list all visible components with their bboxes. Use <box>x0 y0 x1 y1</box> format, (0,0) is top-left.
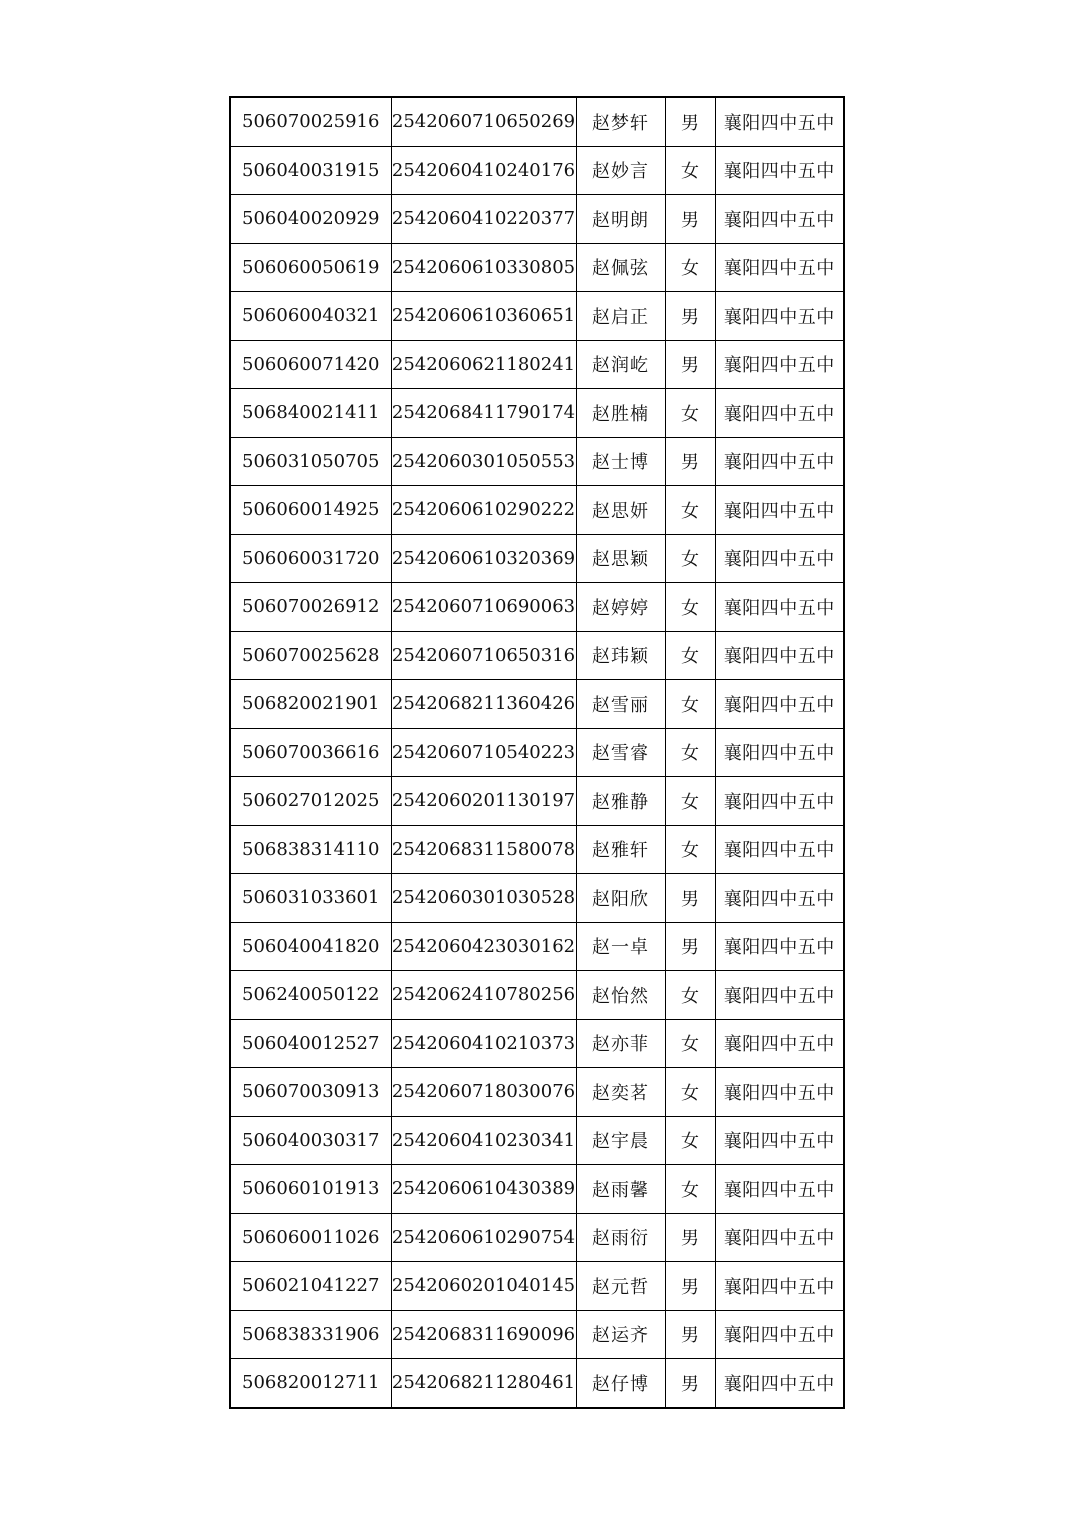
school-cell: 襄阳四中五中 <box>715 971 844 1020</box>
table-row <box>230 1165 844 1214</box>
exam-number-cell: 506027012025 <box>230 777 391 826</box>
student-name-cell: 赵雅静 <box>576 777 665 826</box>
table-row <box>230 874 844 923</box>
gender-cell: 女 <box>665 389 715 438</box>
student-name-cell: 赵雅轩 <box>576 825 665 874</box>
school-cell: 襄阳四中五中 <box>715 243 844 292</box>
gender-cell: 女 <box>665 825 715 874</box>
exam-number-cell: 506031050705 <box>230 437 391 486</box>
school-cell: 襄阳四中五中 <box>715 825 844 874</box>
registration-number-cell: 2542060201040145 <box>391 1262 576 1311</box>
table-row <box>230 486 844 535</box>
table-row <box>230 340 844 389</box>
table-row <box>230 825 844 874</box>
student-name-cell: 赵元哲 <box>576 1262 665 1311</box>
gender-cell: 女 <box>665 777 715 826</box>
exam-number-cell: 506060050619 <box>230 243 391 292</box>
school-cell: 襄阳四中五中 <box>715 874 844 923</box>
student-roster-table <box>229 96 845 1409</box>
gender-cell: 女 <box>665 1019 715 1068</box>
table-row <box>230 777 844 826</box>
table-row <box>230 389 844 438</box>
student-name-cell: 赵亦菲 <box>576 1019 665 1068</box>
table-row <box>230 971 844 1020</box>
gender-cell: 女 <box>665 534 715 583</box>
school-cell: 襄阳四中五中 <box>715 340 844 389</box>
student-name-cell: 赵思妍 <box>576 486 665 535</box>
table-row <box>230 1116 844 1165</box>
exam-number-cell: 506820012711 <box>230 1359 391 1408</box>
registration-number-cell: 2542060610290754 <box>391 1213 576 1262</box>
registration-number-cell: 2542060301050553 <box>391 437 576 486</box>
table-row <box>230 1213 844 1262</box>
school-cell: 襄阳四中五中 <box>715 1310 844 1359</box>
exam-number-cell: 506040030317 <box>230 1116 391 1165</box>
table-row <box>230 97 844 146</box>
school-cell: 襄阳四中五中 <box>715 777 844 826</box>
student-name-cell: 赵明朗 <box>576 195 665 244</box>
exam-number-cell: 506060011026 <box>230 1213 391 1262</box>
gender-cell: 男 <box>665 1262 715 1311</box>
registration-number-cell: 2542060621180241 <box>391 340 576 389</box>
school-cell: 襄阳四中五中 <box>715 1359 844 1408</box>
student-name-cell: 赵阳欣 <box>576 874 665 923</box>
student-name-cell: 赵仔博 <box>576 1359 665 1408</box>
student-name-cell: 赵士博 <box>576 437 665 486</box>
exam-number-cell: 506040020929 <box>230 195 391 244</box>
registration-number-cell: 2542060710650316 <box>391 631 576 680</box>
registration-number-cell: 2542060410210373 <box>391 1019 576 1068</box>
student-name-cell: 赵宇晨 <box>576 1116 665 1165</box>
school-cell: 襄阳四中五中 <box>715 1165 844 1214</box>
exam-number-cell: 506838314110 <box>230 825 391 874</box>
student-name-cell: 赵一卓 <box>576 922 665 971</box>
table-row <box>230 583 844 632</box>
student-name-cell: 赵玮颖 <box>576 631 665 680</box>
exam-number-cell: 506040031915 <box>230 146 391 195</box>
table-row <box>230 1262 844 1311</box>
registration-number-cell: 2542060410230341 <box>391 1116 576 1165</box>
table-row <box>230 243 844 292</box>
school-cell: 襄阳四中五中 <box>715 728 844 777</box>
school-cell: 襄阳四中五中 <box>715 1262 844 1311</box>
gender-cell: 男 <box>665 97 715 146</box>
gender-cell: 女 <box>665 1068 715 1117</box>
registration-number-cell: 2542060610330805 <box>391 243 576 292</box>
table-row <box>230 631 844 680</box>
gender-cell: 男 <box>665 340 715 389</box>
exam-number-cell: 506070030913 <box>230 1068 391 1117</box>
exam-number-cell: 506060031720 <box>230 534 391 583</box>
table-row <box>230 1359 844 1408</box>
exam-number-cell: 506820021901 <box>230 680 391 729</box>
student-name-cell: 赵启正 <box>576 292 665 341</box>
exam-number-cell: 506060071420 <box>230 340 391 389</box>
school-cell: 襄阳四中五中 <box>715 146 844 195</box>
school-cell: 襄阳四中五中 <box>715 1116 844 1165</box>
exam-number-cell: 506060101913 <box>230 1165 391 1214</box>
exam-number-cell: 506060014925 <box>230 486 391 535</box>
table-row <box>230 1068 844 1117</box>
school-cell: 襄阳四中五中 <box>715 534 844 583</box>
registration-number-cell: 2542068211280461 <box>391 1359 576 1408</box>
school-cell: 襄阳四中五中 <box>715 922 844 971</box>
registration-number-cell: 2542060201130197 <box>391 777 576 826</box>
gender-cell: 女 <box>665 583 715 632</box>
table-row <box>230 195 844 244</box>
exam-number-cell: 506021041227 <box>230 1262 391 1311</box>
registration-number-cell: 2542068311580078 <box>391 825 576 874</box>
exam-number-cell: 506070025916 <box>230 97 391 146</box>
exam-number-cell: 506840021411 <box>230 389 391 438</box>
school-cell: 襄阳四中五中 <box>715 1213 844 1262</box>
gender-cell: 男 <box>665 874 715 923</box>
exam-number-cell: 506070036616 <box>230 728 391 777</box>
exam-number-cell: 506060040321 <box>230 292 391 341</box>
student-name-cell: 赵怡然 <box>576 971 665 1020</box>
school-cell: 襄阳四中五中 <box>715 389 844 438</box>
gender-cell: 男 <box>665 1310 715 1359</box>
table-row <box>230 146 844 195</box>
table-row <box>230 292 844 341</box>
student-name-cell: 赵雨衍 <box>576 1213 665 1262</box>
gender-cell: 女 <box>665 971 715 1020</box>
table-row <box>230 534 844 583</box>
registration-number-cell: 2542060423030162 <box>391 922 576 971</box>
exam-number-cell: 506070026912 <box>230 583 391 632</box>
table-row <box>230 728 844 777</box>
student-name-cell: 赵妙言 <box>576 146 665 195</box>
registration-number-cell: 2542060410240176 <box>391 146 576 195</box>
student-name-cell: 赵运齐 <box>576 1310 665 1359</box>
table-row <box>230 922 844 971</box>
table-row <box>230 680 844 729</box>
registration-number-cell: 2542060610290222 <box>391 486 576 535</box>
gender-cell: 男 <box>665 437 715 486</box>
registration-number-cell: 2542062410780256 <box>391 971 576 1020</box>
exam-number-cell: 506838331906 <box>230 1310 391 1359</box>
school-cell: 襄阳四中五中 <box>715 680 844 729</box>
gender-cell: 女 <box>665 1165 715 1214</box>
registration-number-cell: 2542068311690096 <box>391 1310 576 1359</box>
school-cell: 襄阳四中五中 <box>715 486 844 535</box>
gender-cell: 女 <box>665 1116 715 1165</box>
registration-number-cell: 2542060410220377 <box>391 195 576 244</box>
school-cell: 襄阳四中五中 <box>715 631 844 680</box>
exam-number-cell: 506031033601 <box>230 874 391 923</box>
student-name-cell: 赵奕茗 <box>576 1068 665 1117</box>
registration-number-cell: 2542068211360426 <box>391 680 576 729</box>
exam-number-cell: 506040041820 <box>230 922 391 971</box>
gender-cell: 男 <box>665 1359 715 1408</box>
school-cell: 襄阳四中五中 <box>715 437 844 486</box>
gender-cell: 女 <box>665 631 715 680</box>
exam-number-cell: 506040012527 <box>230 1019 391 1068</box>
gender-cell: 女 <box>665 486 715 535</box>
student-name-cell: 赵润屹 <box>576 340 665 389</box>
registration-number-cell: 2542068411790174 <box>391 389 576 438</box>
school-cell: 襄阳四中五中 <box>715 1019 844 1068</box>
student-name-cell: 赵梦轩 <box>576 97 665 146</box>
gender-cell: 男 <box>665 195 715 244</box>
gender-cell: 男 <box>665 292 715 341</box>
registration-number-cell: 2542060710650269 <box>391 97 576 146</box>
student-name-cell: 赵雪睿 <box>576 728 665 777</box>
gender-cell: 女 <box>665 728 715 777</box>
school-cell: 襄阳四中五中 <box>715 195 844 244</box>
table-row <box>230 437 844 486</box>
registration-number-cell: 2542060718030076 <box>391 1068 576 1117</box>
gender-cell: 女 <box>665 146 715 195</box>
registration-number-cell: 2542060610320369 <box>391 534 576 583</box>
student-name-cell: 赵雪丽 <box>576 680 665 729</box>
student-name-cell: 赵佩弦 <box>576 243 665 292</box>
table-row <box>230 1310 844 1359</box>
gender-cell: 女 <box>665 680 715 729</box>
registration-number-cell: 2542060610360651 <box>391 292 576 341</box>
roster-table-body <box>230 97 844 1408</box>
school-cell: 襄阳四中五中 <box>715 97 844 146</box>
registration-number-cell: 2542060610430389 <box>391 1165 576 1214</box>
school-cell: 襄阳四中五中 <box>715 583 844 632</box>
exam-number-cell: 506070025628 <box>230 631 391 680</box>
school-cell: 襄阳四中五中 <box>715 292 844 341</box>
school-cell: 襄阳四中五中 <box>715 1068 844 1117</box>
gender-cell: 女 <box>665 243 715 292</box>
gender-cell: 男 <box>665 1213 715 1262</box>
student-name-cell: 赵雨馨 <box>576 1165 665 1214</box>
student-name-cell: 赵胜楠 <box>576 389 665 438</box>
registration-number-cell: 2542060710690063 <box>391 583 576 632</box>
exam-number-cell: 506240050122 <box>230 971 391 1020</box>
registration-number-cell: 2542060710540223 <box>391 728 576 777</box>
student-name-cell: 赵思颖 <box>576 534 665 583</box>
gender-cell: 男 <box>665 922 715 971</box>
table-row <box>230 1019 844 1068</box>
student-name-cell: 赵婷婷 <box>576 583 665 632</box>
registration-number-cell: 2542060301030528 <box>391 874 576 923</box>
